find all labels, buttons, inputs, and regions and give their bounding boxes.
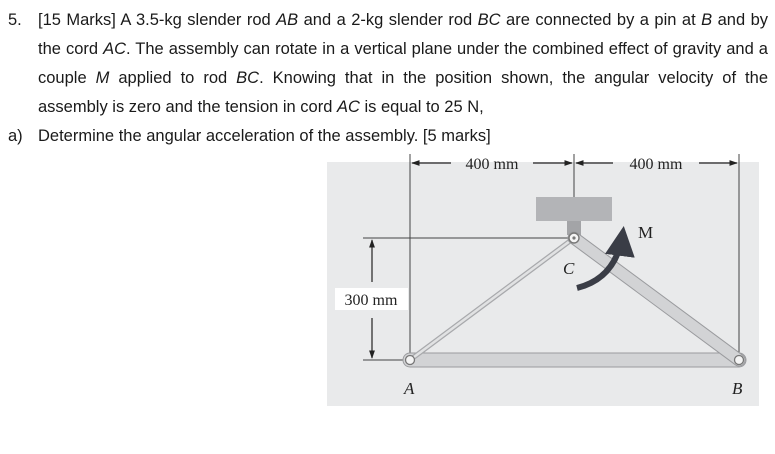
dim-vertical-label: 300 mm <box>344 292 398 309</box>
question-text-run: is equal to 25 N, <box>359 98 484 116</box>
dim-left-label: 400 mm <box>465 156 519 173</box>
label-b: B <box>732 379 743 398</box>
label-c: C <box>563 259 575 278</box>
part-a-label: a) <box>8 127 23 145</box>
question-text-run: . Knowing that in the position shown, the angular velocity of the assembly is zero and the tension in cord <box>38 69 768 116</box>
pin-a <box>406 356 415 365</box>
variable-name: BC <box>477 11 501 29</box>
dim-right-label: 400 mm <box>629 156 683 173</box>
question-body <box>38 6 768 122</box>
pin-c-center <box>572 236 575 239</box>
mechanism-figure <box>327 150 759 406</box>
variable-name: AC <box>337 98 360 116</box>
variable-name: M <box>95 69 110 87</box>
label-m: M <box>638 223 654 242</box>
question-text-run: . The assembly can rotate in a vertical plane under the combined effect of gravity and a couple <box>38 40 768 87</box>
part-a-text: Determine the angular acceleration of the assembly. [5 marks] <box>38 127 491 145</box>
variable-name: BC <box>236 69 260 87</box>
question-text-run: [15 Marks] A 3.5-kg slender rod <box>38 11 277 29</box>
question-text-run: are connected by a pin at <box>500 11 702 29</box>
question-text-run: applied to rod <box>109 69 237 87</box>
ceiling-support <box>536 197 612 221</box>
part-a <box>8 122 768 151</box>
variable-name: AC <box>103 40 126 58</box>
variable-name: AB <box>276 11 299 29</box>
question-5 <box>8 6 768 122</box>
question-number: 5. <box>8 11 22 29</box>
label-a: A <box>404 379 415 398</box>
problem-text <box>8 6 768 151</box>
question-text-run: and a 2-kg slender rod <box>298 11 478 29</box>
pin-b <box>735 356 744 365</box>
question-text-run: and by the cord <box>38 11 769 58</box>
variable-name: B <box>701 11 713 29</box>
